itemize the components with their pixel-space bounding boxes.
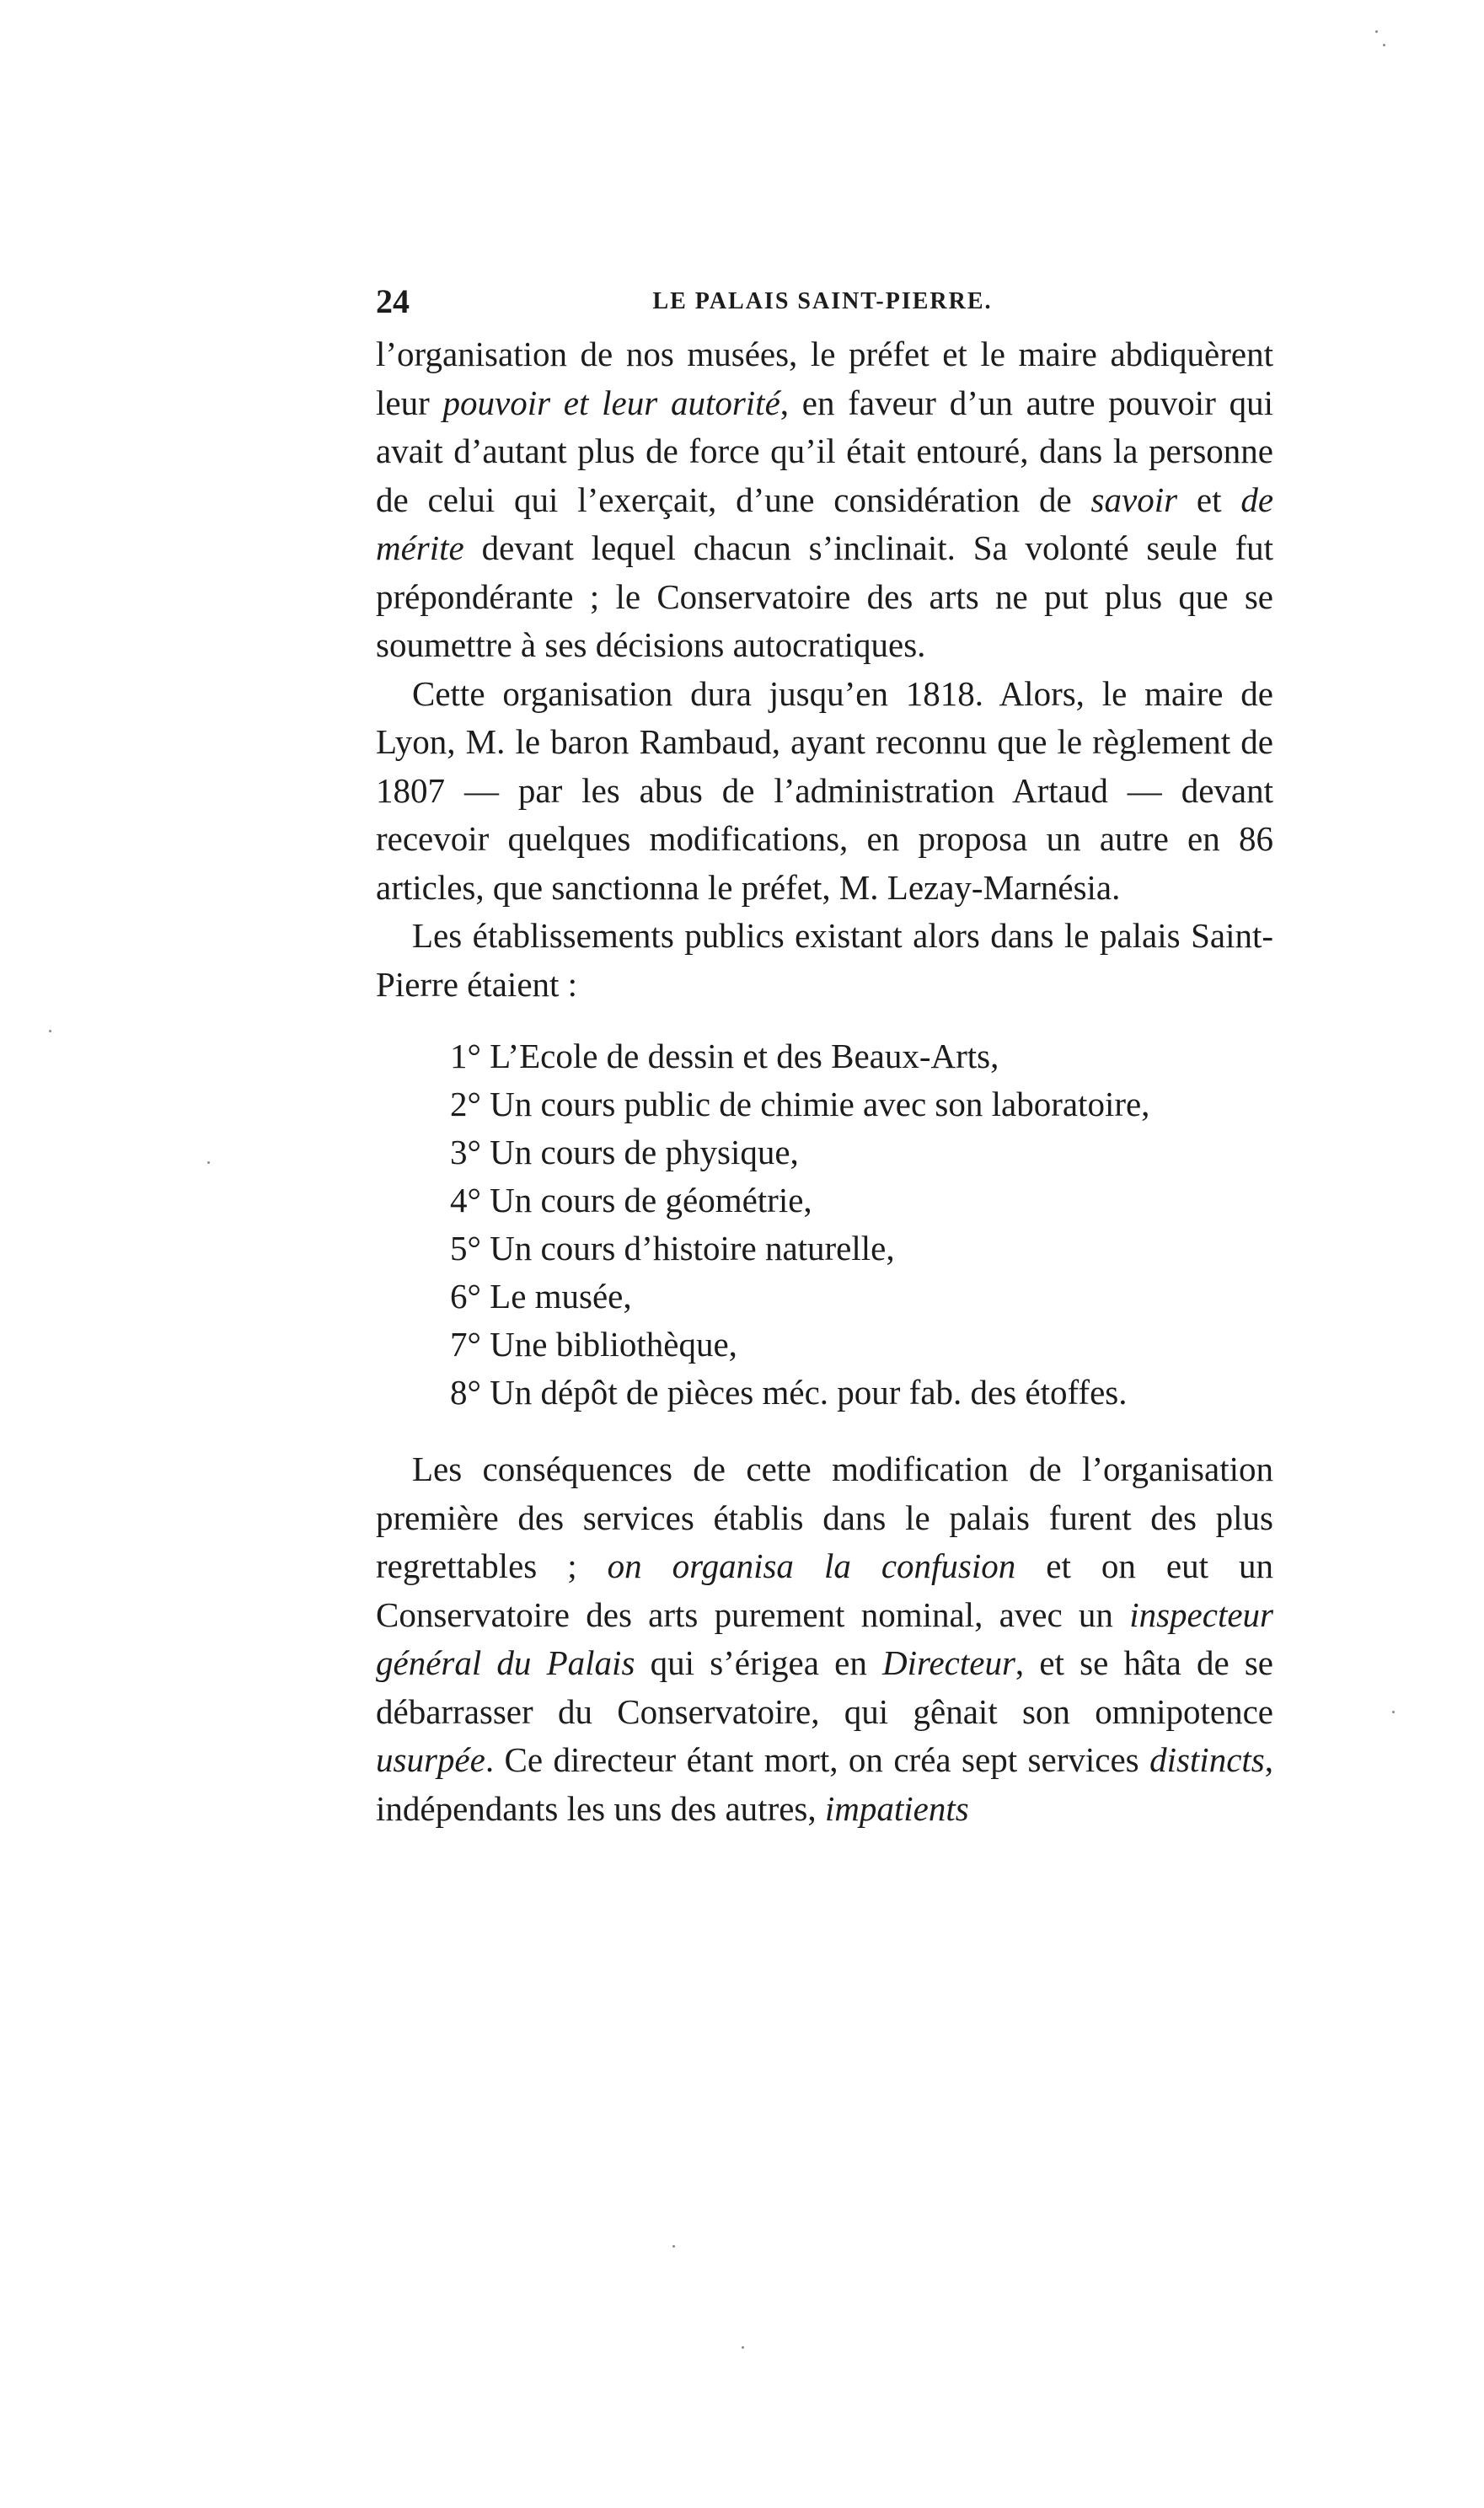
list-item: 6° Le musée, [450, 1277, 632, 1316]
running-head [376, 278, 1269, 329]
italic-phrase: inspecteur général du Palais [376, 1594, 1273, 1682]
print-speck [1392, 1711, 1395, 1713]
list-item: 2° Un cours public de chimie avec son laboratoire, [450, 1085, 1150, 1123]
text-run: et on eut un Conservatoire des arts purement nominal, avec un [376, 1546, 1273, 1634]
print-speck [207, 1161, 210, 1164]
italic-phrase: distincts [1149, 1740, 1265, 1779]
italic-phrase: savoir [1090, 480, 1178, 519]
list-item: 1° L’Ecole de dessin et des Beaux-Arts, [450, 1037, 999, 1075]
paragraph-establishments-intro: Les établissements publics existant alors dans le palais Saint-Pierre étaient : [376, 916, 1273, 1004]
italic-phrase: on organisa la confusion [607, 1546, 1016, 1585]
text-run: Les conséquences de cette modification de l’organisation première des services établis dans le palais furent des plus regrettables ; [376, 1450, 1273, 1585]
print-speck [1375, 30, 1378, 33]
print-speck [1383, 44, 1385, 46]
body-text [376, 330, 1273, 1833]
text-run: , et se hâta de se débarrasser du Conservatoire, qui gênait son omnipotence [376, 1643, 1273, 1731]
list-item: 7° Une bibliothèque, [450, 1325, 737, 1364]
list-item: 8° Un dépôt de pièces méc. pour fab. des étoffes. [450, 1373, 1128, 1412]
print-speck [742, 2346, 744, 2349]
italic-phrase: pouvoir et leur autorité [442, 383, 780, 422]
paragraph-continuation [376, 330, 1273, 670]
print-speck [672, 2245, 675, 2248]
italic-phrase: impatients [824, 1788, 969, 1828]
page-number: 24 [376, 282, 410, 320]
text-run: qui s’érigea en [635, 1643, 883, 1682]
list-item: 5° Un cours d’histoire naturelle, [450, 1229, 895, 1267]
text-run: , indépendants les uns des autres, [376, 1740, 1273, 1828]
italic-phrase: Directeur [882, 1643, 1015, 1682]
text-run: l’organisation de nos musées, le préfet et le maire abdiquèrent leur [376, 335, 1273, 422]
text-run: , en faveur d’un autre pouvoir qui avait d’autant plus de force qu’il était entouré, dans la personne de celui qui l’exerçait, d’une considération de [376, 383, 1273, 519]
text-run: . Ce directeur étant mort, on créa sept services [485, 1740, 1150, 1779]
establishments-list [376, 1032, 1273, 1417]
text-run: et [1177, 480, 1241, 519]
list-item: 4° Un cours de géométrie, [450, 1181, 812, 1219]
list-item: 3° Un cours de physique, [450, 1133, 799, 1171]
print-speck [49, 1030, 51, 1032]
italic-phrase: de mérite [376, 480, 1274, 567]
paragraph-organisation-1818: Cette organisation dura jusqu’en 1818. Alors, le maire de Lyon, M. le baron Rambaud, ayant reconnu que le règlement de 1807 — par les abus de l’administration Artaud — devant recevoir quelques modifications, en proposa un autre en 86 articles, que sanctionna le préfet, M. Lezay-Marnésia. [376, 673, 1273, 907]
italic-phrase: usurpée [376, 1740, 485, 1779]
paragraph-consequences [376, 1445, 1273, 1833]
text-run: devant lequel chacun s’inclinait. Sa volonté seule fut prépondérante ; le Conservatoire des arts ne put plus que se soumettre à ses décisions autocratiques. [376, 528, 1273, 664]
running-title: LE PALAIS SAINT-PIERRE. [652, 288, 993, 314]
